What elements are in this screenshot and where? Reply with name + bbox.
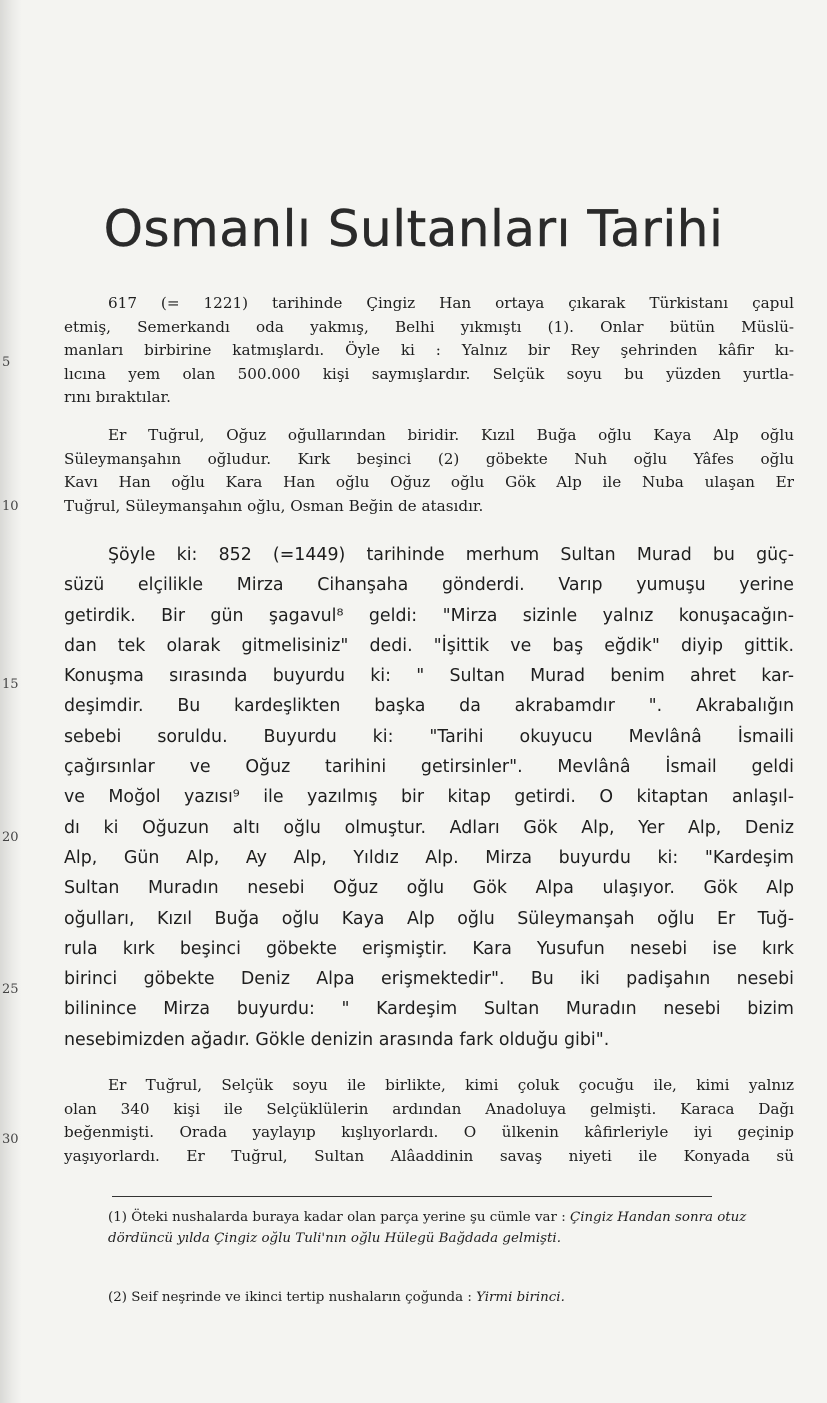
intro-paragraph — [64, 292, 794, 410]
text-line: bilinince Mirza buyurdu: " Kardeşim Sultan Muradın nesebi bizim — [64, 999, 794, 1020]
text-line: rula kırk beşinci göbekte erişmiştir. Kara Yusufun nesebi ise kırk — [64, 938, 794, 959]
page-title: Osmanlı Sultanları Tarihi — [103, 200, 724, 258]
footnote-text: (2) Seif neşrinde ve ikinci tertip nushaların çoğunda : — [108, 1290, 477, 1305]
text-line: dan tek olarak gitmelisiniz" dedi. "İşittik ve baş eğdik" diyip gittik. — [64, 635, 794, 656]
text-line: Kavı Han oğlu Kara Han oğlu Oğuz oğlu Gök Alp ile Nuba ulaşan Er — [64, 473, 794, 491]
text-line: etmiş, Semerkandı oda yakmış, Belhi yıkmıştı (1). Onlar bütün Müslü- — [64, 317, 794, 336]
footnote-1 — [64, 1208, 794, 1249]
text-line: Alp, Gün Alp, Ay Alp, Yıldız Alp. Mirza buyurdu ki: "Kardeşim — [64, 847, 794, 868]
lineage-paragraph — [64, 424, 794, 518]
text-line: Tuğrul, Süleymanşahın oğlu, Osman Beğin de atasıdır. — [64, 496, 484, 515]
footnote-italic: Handan sonra otuz dördüncü yılda Çingiz oğlu Tuli'nın oğlu Hülegü Bağdada gelmişti. — [108, 1210, 747, 1246]
text-line: rını bıraktılar. — [64, 388, 171, 406]
line-number: 30 — [2, 1132, 19, 1147]
line-number: 5 — [2, 355, 11, 370]
text-line: getirdik. Bir gün şagavul⁸ geldi: "Mirza sizinle yalnız konuşacağın- — [64, 605, 794, 626]
text-line: Er Tuğrul, Selçük soyu ile birlikte, kimi çoluk çocuğu ile, kimi yalnız — [108, 1076, 794, 1094]
text-line: 617 (= 1221) tarihinde Çingiz Han ortaya çıkarak Türkistanı çapul — [108, 294, 794, 312]
footnote-divider — [112, 1196, 712, 1197]
text-line: süzü elçilikle Mirza Cihanşaha gönderdi. Varıp yumuşu yerine — [64, 575, 794, 596]
text-line: Er Tuğrul, Oğuz oğullarından biridir. Kızıl Buğa oğlu Kaya Alp oğlu — [108, 426, 794, 444]
migration-paragraph — [64, 1074, 794, 1168]
footnote-italic: Çingiz — [569, 1210, 614, 1225]
text-line: oğulları, Kızıl Buğa oğlu Kaya Alp oğlu Süleymanşah oğlu Er Tuğ- — [64, 908, 794, 929]
line-number: 10 — [2, 499, 19, 514]
text-line: Şöyle ki: 852 (=1449) tarihinde merhum Sultan Murad bu güç- — [108, 545, 794, 565]
text-line: manları birbirine katmışlardı. Öyle ki : Yalnız bir Rey şehrinden kâfir kı- — [64, 341, 794, 359]
text-line: Sultan Muradın nesebi Oğuz oğlu Gök Alpa ulaşıyor. Gök Alp — [64, 878, 794, 899]
text-line: dı ki Oğuzun altı oğlu olmuştur. Adları Gök Alp, Yer Alp, Deniz — [64, 817, 794, 838]
footnote-2 — [64, 1288, 794, 1309]
text-line: Süleymanşahın oğludur. Kırk beşinci (2) göbekte Nuh oğlu Yâfes oğlu — [64, 449, 794, 468]
text-line: deşimdir. Bu kardeşlikten başka da akrabamdır ". Akrabalığın — [64, 696, 794, 717]
line-number: 25 — [2, 982, 19, 997]
footnote-text: (1) Öteki nushalarda buraya kadar olan parça yerine şu cümle var : — [108, 1210, 570, 1225]
line-number: 15 — [2, 677, 19, 692]
text-line: olan 340 kişi ile Selçüklülerin ardından Anadoluya gelmişti. Karaca Dağı — [64, 1099, 794, 1118]
text-line: ve Moğol yazısı⁹ ile yazılmış bir kitap getirdi. O kitaptan anlaşıl- — [64, 787, 794, 808]
text-line: beğenmişti. Orada yaylayıp kışlıyorlardı. O ülkenin kâfirleriyle iyi geçinip — [64, 1123, 794, 1141]
text-line: lıcına yem olan 500.000 kişi saymışlardır. Selçük soyu bu yüzden yurtla- — [64, 364, 794, 383]
footnote-italic: Yirmi birinci. — [476, 1290, 565, 1305]
text-line: çağırsınlar ve Oğuz tarihini getirsinler". Mevlânâ İsmail geldi — [64, 757, 794, 778]
text-line: sebebi soruldu. Buyurdu ki: "Tarihi okuyucu Mevlânâ İsmaili — [64, 726, 794, 747]
text-line: nesebimizden ağadır. Gökle denizin arasında fark olduğu gibi". — [64, 1029, 610, 1050]
text-line: yaşıyorlardı. Er Tuğrul, Sultan Alâaddinin savaş niyeti ile Konyada sü — [64, 1146, 794, 1165]
text-line: Konuşma sırasında buyurdu ki: " Sultan Murad benim ahret kar- — [64, 666, 794, 687]
line-number: 20 — [2, 830, 19, 845]
quoted-passage — [64, 540, 794, 1055]
text-line: birinci göbekte Deniz Alpa erişmektedir". Bu iki padişahın nesebi — [64, 969, 794, 990]
